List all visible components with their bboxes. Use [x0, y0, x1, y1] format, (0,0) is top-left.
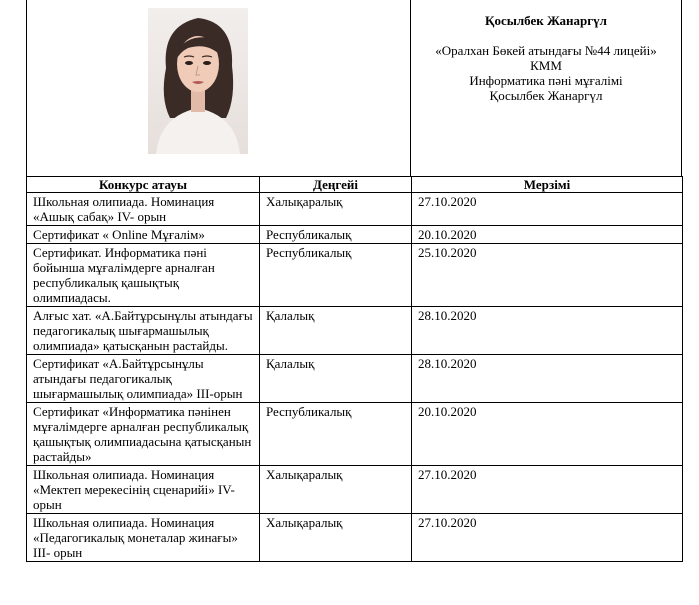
contest-date: 27.10.2020: [412, 466, 683, 514]
column-header-level: Деңгейі: [260, 177, 412, 193]
contest-date: 27.10.2020: [412, 514, 683, 562]
table-row: [27, 466, 683, 514]
column-header-title: Конкурс атауы: [27, 177, 260, 193]
header-divider: [410, 0, 411, 176]
contest-date: 20.10.2020: [412, 226, 683, 244]
teacher-position: Информатика пәні мұғалімі: [469, 73, 623, 88]
contest-level: Республикалық: [260, 226, 412, 244]
contest-level: Қалалық: [260, 307, 412, 355]
table-header-row: [27, 177, 683, 193]
contest-title: Сертификат «А.Байтұрсынұлы атындағы педагогикалық шығармашылық олимпиада» III-орын: [27, 355, 260, 403]
column-header-date: Мерзімі: [412, 177, 683, 193]
contest-level: Халықаралық: [260, 193, 412, 226]
contest-title: Школьная олипиада. Номинация «Педагогикалық монеталар жинағы» III- орын: [27, 514, 260, 562]
contest-date: 28.10.2020: [412, 307, 683, 355]
profile-photo: [148, 8, 248, 154]
table-row: [27, 193, 683, 226]
table-row: [27, 307, 683, 355]
contest-date: 20.10.2020: [412, 403, 683, 466]
teacher-signature-name: Қосылбек Жанаргүл: [489, 88, 603, 103]
table-row: [27, 355, 683, 403]
table-row: [27, 403, 683, 466]
profile-info: [412, 10, 680, 103]
contest-date: 27.10.2020: [412, 193, 683, 226]
teacher-name: Қосылбек Жанаргүл: [485, 13, 607, 28]
contest-title: Сертификат « Online Мұғалім»: [27, 226, 260, 244]
contest-date: 25.10.2020: [412, 244, 683, 307]
contest-level: Республикалық: [260, 244, 412, 307]
school-name: «Оралхан Бөкей атындағы №44 лицейі»: [435, 43, 657, 58]
contests-table: [26, 176, 683, 562]
org-type: КММ: [530, 58, 562, 73]
contest-title: Алғыс хат. «А.Байтұрсынұлы атындағы педагогикалық шығармашылық олимпиада» қатысқанын растайды.: [27, 307, 260, 355]
contest-level: Қалалық: [260, 355, 412, 403]
contest-title: Школьная олипиада. Номинация «Мектеп мерекесінің сценарийі» IV- орын: [27, 466, 260, 514]
table-row: [27, 514, 683, 562]
contest-level: Республикалық: [260, 403, 412, 466]
table-row: [27, 226, 683, 244]
table-row: [27, 244, 683, 307]
header-border-left: [26, 0, 27, 176]
contest-title: Сертификат. Информатика пәні бойынша мұғалімдерге арналған республикалық қашықтық олимпиадасы.: [27, 244, 260, 307]
contest-date: 28.10.2020: [412, 355, 683, 403]
contest-title: Сертификат «Информатика пәнінен мұғалімдерге арналған республикалық қашықтық олимпиадасына қатысқанын растайды»: [27, 403, 260, 466]
contest-level: Халықаралық: [260, 514, 412, 562]
contest-level: Халықаралық: [260, 466, 412, 514]
contest-title: Школьная олипиада. Номинация «Ашық сабақ» IV- орын: [27, 193, 260, 226]
header-border-right: [681, 0, 682, 176]
